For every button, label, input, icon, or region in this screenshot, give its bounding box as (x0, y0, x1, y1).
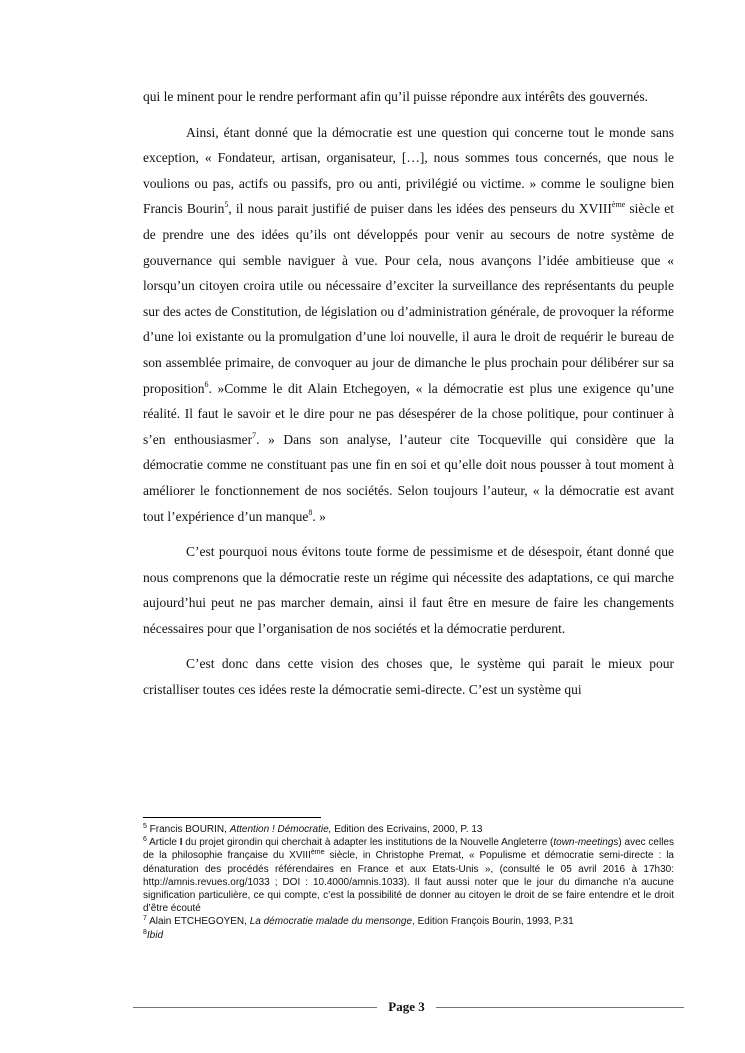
footnote-separator (143, 817, 321, 818)
footnote-author: Alain ETCHEGOYEN, (146, 916, 250, 928)
footnote-6 (143, 836, 674, 915)
footnote-title: Attention ! Démocratie, (229, 824, 332, 835)
footnote-text: siècle, in Christophe Premat, « Populisme et démocratie semi-directe : la dénaturation des procédés référendaires en France et aux Etats-Unis », (consulté le 05 avril 2016 à 17h30: http://amnis.revues.org/1033 ; DOI : 10.4000/amnis.1033). Il faut aussi noter que le jour du dimanche n’a aucune signification particulière, ce qui compte, c’est la possibilité de donner au citoyen le droit de se faire entendre et le droit d’être écouté (143, 850, 674, 915)
paragraph-2-text-1: Ainsi, étant donné que la démocratie est une question qui concerne tout le monde sans exception, « Fondateur, artisan, organisateur, […], nous sommes tous concernés, que nous le voulions ou pas, actifs ou passifs, pro ou anti, privilégié ou victime. » comme le souligne bien Francis Bourin (143, 124, 674, 217)
footnote-title: La démocratie malade du mensonge (249, 916, 413, 928)
footnote-source: Edition des Ecrivains, 2000, P. 13 (331, 824, 483, 835)
footnote-number: 5 (143, 823, 147, 830)
footnote-italic: town-meetings (553, 837, 619, 849)
footnote-text: du projet girondin qui cherchait à adapter les institutions de la Nouvelle Angleterre ( (182, 837, 554, 849)
century-superscript: ème (310, 849, 325, 857)
footnote-number: 7 (143, 915, 147, 923)
footer-rule-left (133, 1007, 377, 1008)
footnote-title: Ibid (146, 929, 164, 941)
footnote-ref-8[interactable]: 8 (308, 507, 313, 517)
footnote-source: , Edition François Bourin, 1993, P.31 (412, 916, 574, 928)
paragraph-2-text-5: . » Dans son analyse, l’auteur cite Tocqueville qui considère que la démocratie comme ne constituant pas une fin en soi et qu’elle doit nous pousser à tout moment à améliorer le fonctionnement de nos sociétés. Selon toujours l’auteur, « la démocratie est avant tout l’expérience d’un manque (143, 431, 674, 524)
paragraph-4: C’est donc dans cette vision des choses que, le système qui parait le mieux pour cristalliser toutes ces idées reste la démocratie semi-directe. C’est un système qui (143, 656, 674, 698)
paragraph-1: qui le minent pour le rendre performant afin qu’il puisse répondre aux intérêts des gouvernés. (143, 89, 648, 104)
footnote-ref-7[interactable]: 7 (252, 430, 257, 440)
article-number: I (179, 837, 183, 849)
footnote-text: ) avec celles de la philosophie française du XVIII (143, 837, 674, 862)
paragraph-2-text-2: , il nous parait justifié de puiser dans les idées des penseurs du XVIII (228, 201, 612, 217)
body-text (143, 84, 674, 713)
paragraph-2-text-3: siècle et de prendre une des idées qu’ils ont développés pour venir au secours de notre système de gouvernance qui semble naviguer à vue. Pour cela, nous avançons l’idée ambitieuse que « lorsqu’un citoyen croira utile ou nécessaire d’exciter la surveillance des représentants du peuple sur des actes de Constitution, de législation ou d’administration générale, de provoquer la réforme d’une loi existante ou la promulgation d’une loi nouvelle, il aura le droit de requérir le bureau de son assemblée primaire, de convoquer au jour de dimanche le plus prochain pour délibérer sur sa proposition (143, 201, 674, 396)
paragraph-2-text-4: . »Comme le dit Alain Etchegoyen, « la démocratie est plus une exigence qu’une réalité. Il faut le savoir et le dire pour ne pas désespérer de la chose politique, pour continuer à s’en enthousiasmer (143, 380, 674, 447)
century-superscript: ème (611, 200, 626, 210)
footnote-number: 6 (143, 836, 147, 844)
footnotes (143, 823, 674, 942)
footnote-5 (143, 823, 674, 836)
footnote-ref-5[interactable]: 5 (224, 200, 229, 210)
footer-rule-right (436, 1007, 684, 1008)
paragraph-2 (143, 120, 674, 530)
page-number: Page 3 (388, 999, 425, 1014)
footnote-text: Article (146, 837, 180, 849)
footnote-number: 8 (143, 928, 147, 936)
footnote-7 (143, 915, 674, 928)
paragraph-2-text-6: . » (312, 508, 326, 524)
footnote-author: Francis BOURIN, (146, 824, 230, 835)
footnote-ref-6[interactable]: 6 (204, 379, 209, 389)
paragraph-3: C’est pourquoi nous évitons toute forme de pessimisme et de désespoir, étant donné que nous comprenons que la démocratie reste un régime qui nécessite des adaptations, ce qui marche aujourd’hui peut ne pas marcher demain, ainsi il faut être en mesure de faire les changements nécessaires pour que l’organisation de nos sociétés et la démocratie perdurent. (143, 544, 674, 636)
footnote-8 (143, 929, 674, 942)
